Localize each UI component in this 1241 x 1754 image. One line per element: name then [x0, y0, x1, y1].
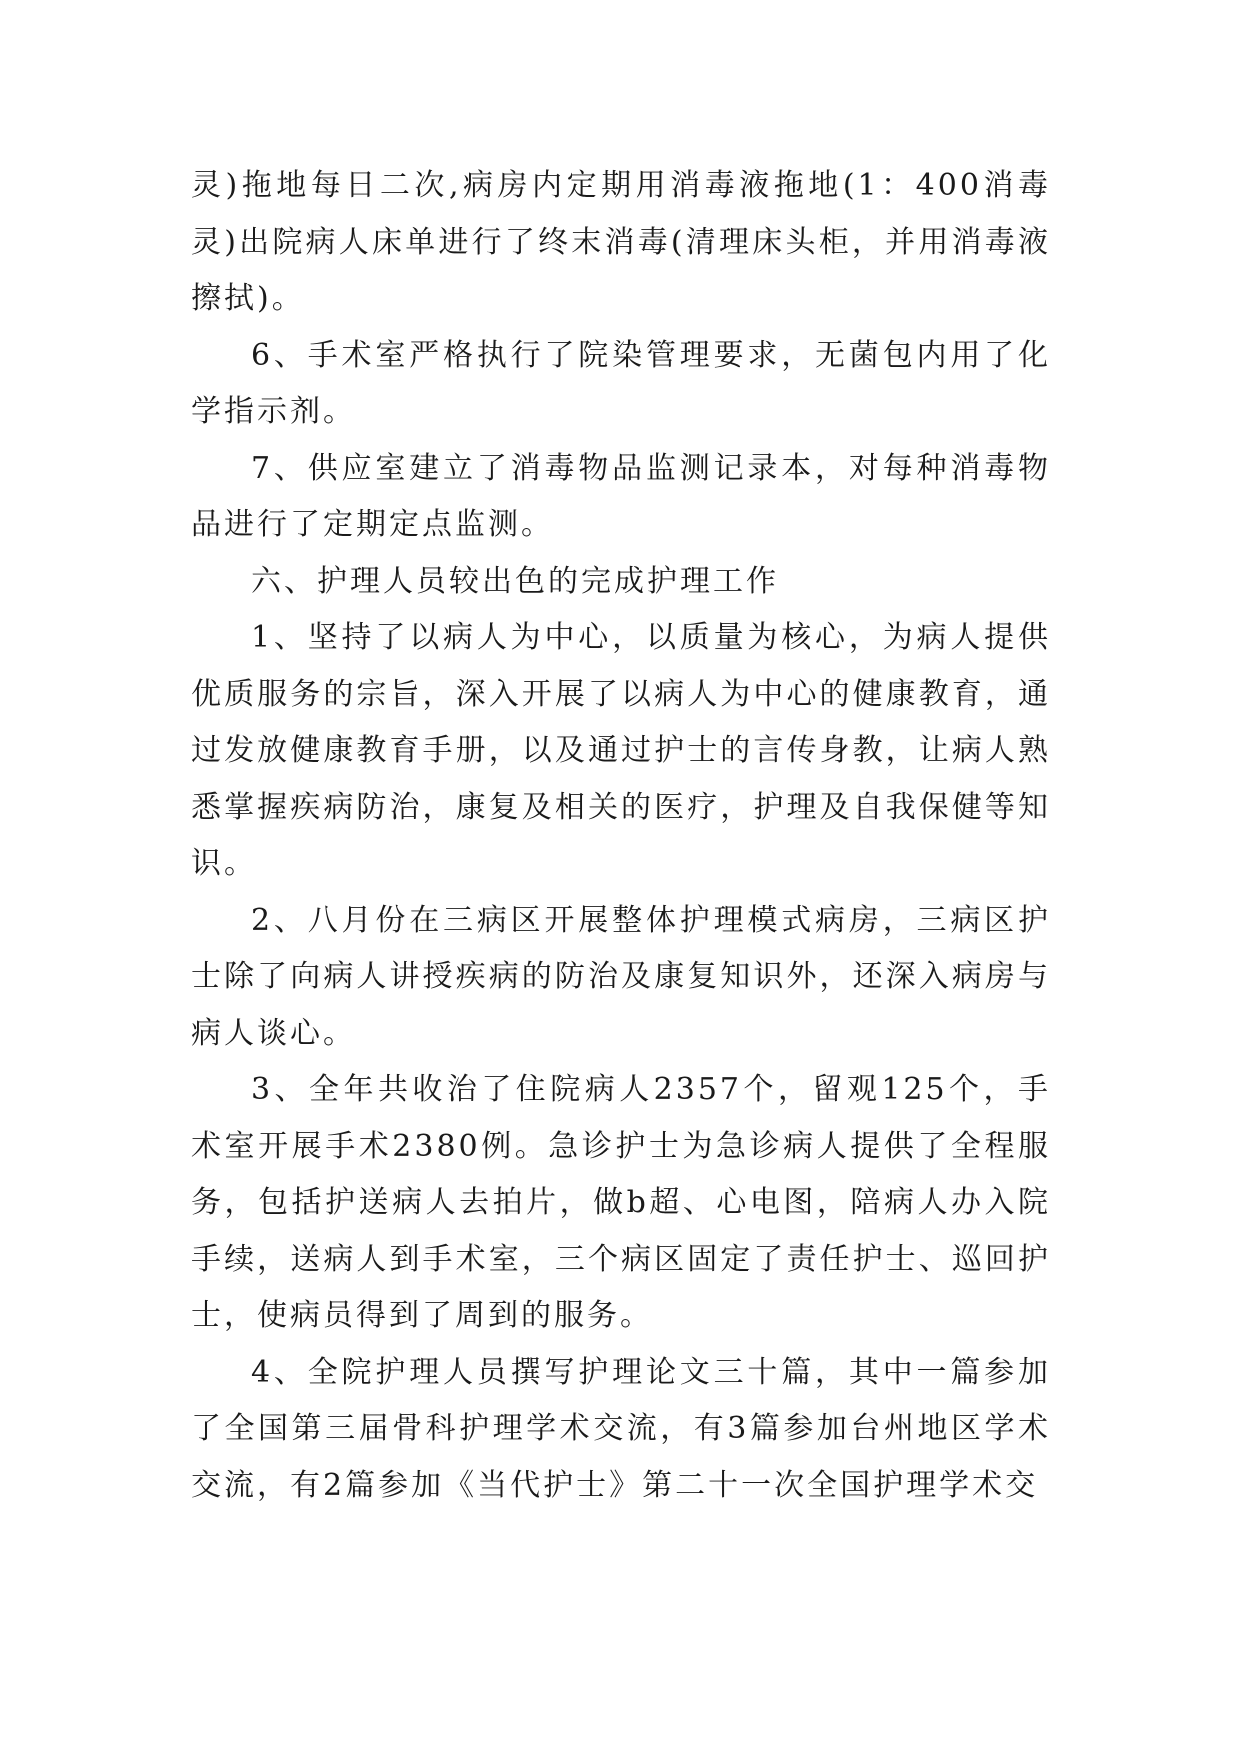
paragraph-item-4: 4、全院护理人员撰写护理论文三十篇，其中一篇参加了全国第三届骨科护理学术交流，有3篇参加台州地区学术交流，有2篇参加《当代护士》第二十一次全国护理学术交: [191, 1354, 1051, 1503]
paragraph-item-2: 2、八月份在三病区开展整体护理模式病房，三病区护士除了向病人讲授疾病的防治及康复知识外，还深入病房与病人谈心。: [191, 902, 1051, 1051]
paragraph-item-6: 6、手术室严格执行了院染管理要求，无菌包内用了化学指示剂。: [191, 337, 1051, 429]
paragraph-item-3: 3、全年共收治了住院病人2357个，留观125个，手术室开展手术2380例。急诊护士为急诊病人提供了全程服务，包括护送病人去拍片，做b超、心电图，陪病人办入院手续，送病人到手术室，三个病区固定了责任护士、巡回护士，使病员得到了周到的服务。: [191, 1072, 1051, 1333]
paragraph-item-1: 1、坚持了以病人为中心，以质量为核心，为病人提供优质服务的宗旨，深入开展了以病人为中心的健康教育，通过发放健康教育手册，以及通过护士的言传身教，让病人熟悉掌握疾病防治，康复及相关的医疗，护理及自我保健等知识。: [191, 620, 1051, 881]
paragraph-disinfection-continued: 灵)拖地每日二次,病房内定期用消毒液拖地(1：400消毒灵)出院病人床单进行了终末消毒(清理床头柜，并用消毒液擦拭)。: [191, 168, 1051, 316]
paragraph-item-7: 7、供应室建立了消毒物品监测记录本，对每种消毒物品进行了定期定点监测。: [191, 450, 1051, 542]
document-body: [191, 158, 1051, 1514]
section-heading-6: 六、护理人员较出色的完成护理工作: [251, 563, 779, 599]
